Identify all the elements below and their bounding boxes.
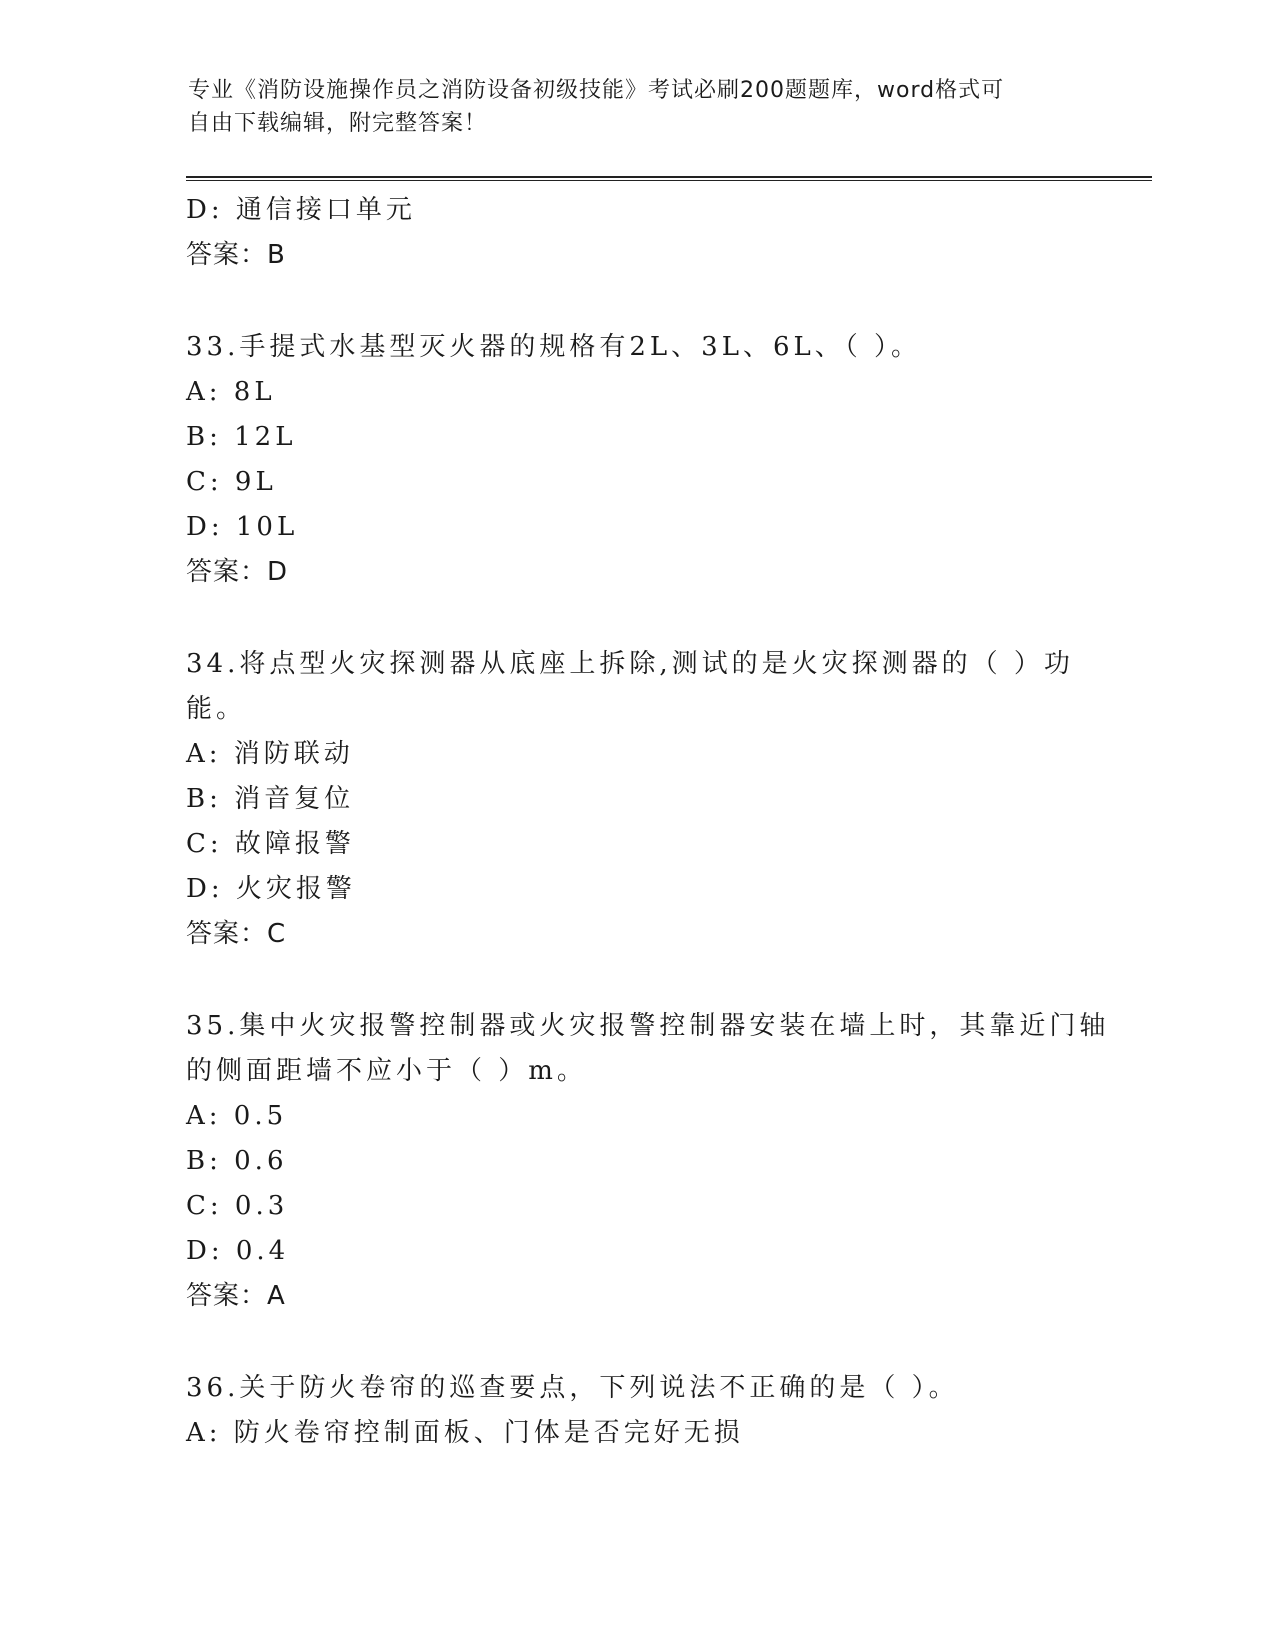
document-body [186,188,1110,1456]
option-d: D: 通信接口单元 [186,195,416,225]
document-header [188,74,1088,140]
header-divider [186,176,1152,181]
question-text-line-2: 的侧面距墙不应小于（ ）m。 [186,1056,587,1086]
question-text-line-1: 35.集中火灾报警控制器或火灾报警控制器安装在墙上时，其靠近门轴 [186,1011,1110,1041]
question-text: 33.手提式水基型灭火器的规格有2L、3L、6L、（ ）。 [186,332,922,362]
question-text: 36.关于防火卷帘的巡查要点，下列说法不正确的是（ ）。 [186,1373,959,1403]
option-d: D: 火灾报警 [186,874,356,904]
option-c: C: 故障报警 [186,829,355,859]
header-line-1: 专业《消防设施操作员之消防设备初级技能》考试必刷200题题库，word格式可 [188,78,1005,103]
option-b: B: 0.6 [186,1146,288,1176]
option-c: C: 9L [186,467,277,497]
option-d: D: 0.4 [186,1236,290,1266]
question-34 [186,642,1086,957]
question-text-line-1: 34.将点型火灾探测器从底座上拆除,测试的是火灾探测器的（ ）功 [186,649,1074,679]
answer: 答案：A [186,1281,286,1311]
option-b: B: 消音复位 [186,784,355,814]
option-b: B: 12L [186,422,297,452]
answer: 答案：B [186,240,286,270]
option-a: A: 消防联动 [186,739,354,769]
option-a: A: 0.5 [186,1101,288,1131]
header-line-2: 自由下载编辑，附完整答案！ [188,111,488,136]
question-36 [186,1366,1086,1456]
option-a: A: 8L [186,377,276,407]
answer: 答案：D [186,557,289,587]
question-35 [186,1004,1110,1319]
question-text-line-2: 能。 [186,694,247,724]
option-d: D: 10L [186,512,299,542]
option-c: C: 0.3 [186,1191,289,1221]
question-33 [186,325,1086,595]
answer: 答案：C [186,919,287,949]
option-a: A: 防火卷帘控制面板、门体是否完好无损 [186,1418,744,1448]
